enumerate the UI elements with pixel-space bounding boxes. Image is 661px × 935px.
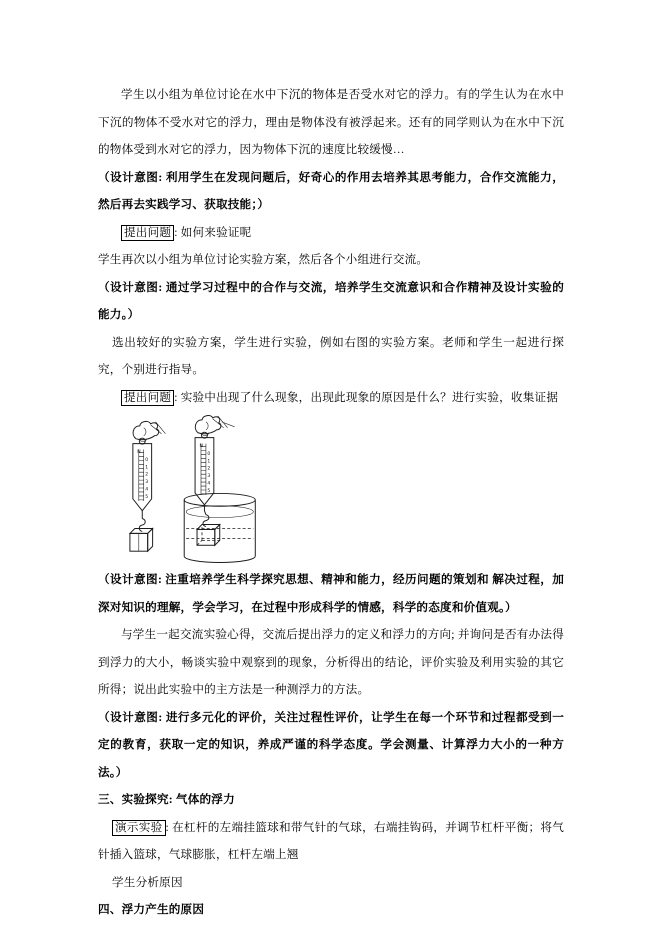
beaker-rim: [184, 493, 255, 506]
demo-label-box: 演示实验: [112, 820, 166, 836]
svg-text:3: 3: [207, 474, 211, 480]
submerged-cube: [197, 525, 220, 546]
heading-section-3: 三、实验探究: 气体的浮力: [98, 793, 235, 806]
question-prompt-1: [98, 219, 564, 247]
question-prompt-2: [98, 384, 564, 412]
paragraph-share-results: 与学生一起交流实验心得，交流后提出浮力的定义和浮力的方向; 并询问是否有办法得到浮力的大小，畅谈实验中观察到的现象，分析得出的结论，评价实验及利用实验的其它所得；说出此实验中的主方法是一种测浮力的方法。: [98, 628, 564, 696]
hand-sketch-left-icon: [133, 421, 165, 441]
question-text-2: : 实验中出现了什么现象，出现此现象的原因是什么？进行实验，收集证据: [174, 390, 559, 404]
paragraph-group-discussion: 学生再次以小组为单位讨论实验方案，然后各个小组进行交流。: [98, 253, 429, 266]
demo-text: : 在杠杆的左端挂篮球和带气针的气球，右端挂钩码，并调节杠杆平衡；将气针插入篮球，气球膨胀，杠杆左端上翘: [98, 820, 564, 861]
design-intent-4: （设计意图: 进行多元化的评价，关注过程性评价，让学生在每一个环节和过程都受到一定的教育，获取一定的知识，养成严谨的科学态度。学会测量、计算浮力大小的一种方法。）: [98, 710, 564, 779]
svg-text:1: 1: [145, 465, 149, 471]
figure-spring-scale-experiment: [114, 412, 286, 566]
design-intent-3: （设计意图: 注重培养学生科学探究思想、精神和能力，经历问题的策划和 解决过程，加深对知识的理解，学会学习，在过程中形成科学的情感，科学的态度和价值观。）: [98, 573, 564, 614]
svg-text:2: 2: [145, 472, 149, 478]
hand-sketch-right-icon: [195, 415, 234, 435]
weight-cube-left: [130, 528, 153, 551]
scale-unit-left: N: [137, 449, 141, 455]
hook-left-icon: [139, 519, 145, 532]
question-label-box-1: 提出问题: [121, 225, 174, 241]
svg-text:5: 5: [207, 488, 211, 494]
svg-text:5: 5: [145, 494, 149, 500]
question-label-box-2: 提出问题: [121, 390, 174, 406]
paragraph-student-analysis: 学生分析原因: [112, 875, 183, 889]
scale-graduations-left: [137, 449, 148, 501]
svg-text:4: 4: [207, 481, 211, 487]
svg-text:0: 0: [207, 451, 211, 457]
paragraph-select-plan: 选出较好的实验方案，学生进行实验，例如右图的实验方案。老师和学生一起进行探究，个别进行指导。: [98, 335, 564, 376]
spring-scale-in-water: [184, 415, 255, 562]
design-intent-1: （设计意图: 利用学生在发现问题后，好奇心的作用去培养其思考能力，合作交流能力，然后再去实践学习、获取技能；）: [98, 170, 564, 211]
paragraph-student-discussion: 学生以小组为单位讨论在水中下沉的物体是否受水对它的浮力。有的学生认为在水中下沉的物体不受水对它的浮力，理由是物体没有被浮起来。还有的同学则认为在水中下沉的物体受到水对它的浮力，因为物体下沉的速度比较缓慢…: [98, 88, 564, 156]
beaker-bottom: [184, 556, 255, 562]
demo-experiment-line: [98, 814, 564, 869]
svg-text:4: 4: [145, 487, 149, 493]
question-text-1: : 如何来验证呢: [174, 225, 252, 239]
scale-unit-right: N: [199, 444, 203, 450]
scale-body-left: [133, 444, 152, 511]
design-intent-2: （设计意图: 通过学习过程中的合作与交流，培养学生交流意识和合作精神及设计实验的能力。）: [98, 280, 564, 321]
svg-text:0: 0: [145, 457, 149, 463]
spring-scale-in-air: [130, 421, 166, 551]
water-surface: [186, 506, 253, 518]
svg-text:1: 1: [207, 459, 211, 465]
experiment-diagram: [114, 412, 286, 566]
svg-text:2: 2: [207, 466, 211, 472]
scale-graduations-right: [200, 443, 211, 495]
heading-section-4: 四、浮力产生的原因: [98, 903, 205, 916]
svg-text:3: 3: [145, 480, 149, 486]
